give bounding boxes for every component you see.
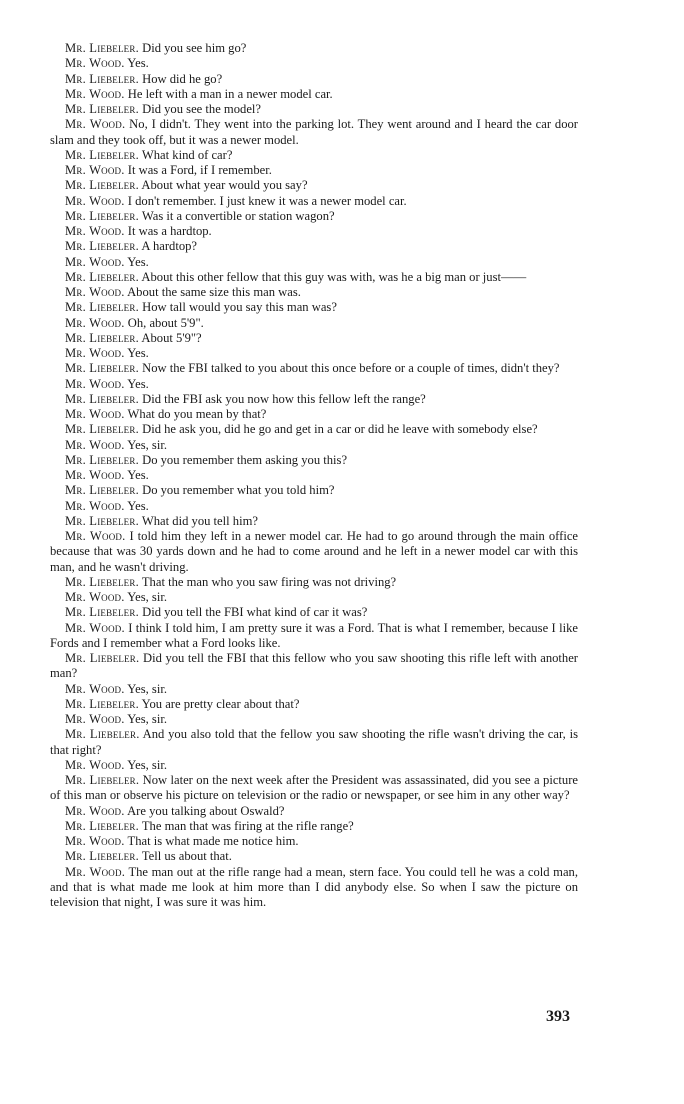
speaker-name: Mr. Wood. (65, 254, 125, 269)
transcript-paragraph (50, 773, 578, 804)
utterance-text: What did you tell him? (141, 513, 258, 528)
speaker-name: Mr. Liebeler. (65, 239, 139, 254)
utterance-text: Yes, sir. (127, 681, 167, 696)
speaker-name: Mr. Liebeler. (65, 727, 140, 742)
utterance-text: That the man who you saw firing was not driving? (141, 574, 397, 589)
utterance-text: Oh, about 5'9". (127, 315, 204, 330)
transcript-paragraph (50, 621, 578, 652)
utterance-text: Yes. (127, 56, 149, 71)
utterance-text: Did you tell the FBI what kind of car it was? (142, 605, 368, 620)
speaker-name: Mr. Liebeler. (65, 513, 139, 528)
transcript-paragraph (50, 453, 578, 468)
transcript-paragraph (50, 392, 578, 407)
transcript-paragraph (50, 758, 578, 773)
speaker-name: Mr. Wood. (65, 407, 125, 421)
speaker-name: Mr. Wood. (65, 803, 125, 818)
transcript-paragraph (50, 148, 578, 163)
utterance-text: Did you see him go? (142, 41, 247, 55)
speaker-name: Mr. Liebeler. (65, 391, 139, 406)
speaker-name: Mr. Liebeler. (65, 361, 139, 376)
transcript-paragraph (50, 834, 578, 849)
transcript-paragraph (50, 224, 578, 239)
utterance-text: I told him they left in a newer model car. He had to go around through the main office because that was 30 yards down and he had to come around and he left in a newer model car with this man, and he wasn't driving. (50, 529, 579, 574)
utterance-text: It was a hardtop. (127, 224, 212, 238)
utterance-text: I think I told him, I am pretty sure it was a Ford. That is what I remember, because I like Fords and I remember what a Ford looks like. (50, 620, 579, 650)
transcript-paragraph (50, 377, 578, 392)
transcript-paragraph (50, 499, 578, 514)
speaker-name: Mr. Wood. (65, 224, 125, 238)
transcript-paragraph (50, 819, 578, 834)
speaker-name: Mr. Liebeler. (65, 208, 139, 223)
speaker-name: Mr. Liebeler. (65, 300, 139, 315)
transcript-paragraph (50, 605, 578, 620)
transcript-paragraph (50, 194, 578, 209)
transcript-paragraph (50, 529, 578, 575)
transcript-paragraph (50, 483, 578, 498)
speaker-name: Mr. Wood. (65, 86, 125, 101)
utterance-text: Are you talking about Oswald? (127, 803, 285, 818)
utterance-text: Did the FBI ask you now how this fellow left the range? (142, 391, 426, 406)
speaker-name: Mr. Wood. (65, 346, 125, 360)
utterance-text: That is what made me notice him. (127, 834, 299, 848)
transcript-paragraph (50, 300, 578, 315)
utterance-text: And you also told that the fellow you saw shooting the rifle wasn't driving the car, is that right? (50, 727, 578, 757)
speaker-name: Mr. Wood. (65, 681, 125, 696)
transcript-paragraph (50, 727, 578, 758)
transcript-paragraph (50, 804, 578, 819)
speaker-name: Mr. Wood. (65, 590, 125, 604)
speaker-name: Mr. Wood. (65, 193, 125, 208)
speaker-name: Mr. Liebeler. (65, 651, 140, 665)
utterance-text: He left with a man in a newer model car. (127, 86, 333, 101)
speaker-name: Mr. Wood. (65, 376, 125, 391)
speaker-name: Mr. Liebeler. (65, 71, 139, 86)
speaker-name: Mr. Liebeler. (65, 818, 139, 833)
transcript-paragraph (50, 178, 578, 193)
transcript-paragraph (50, 72, 578, 87)
transcript-paragraph (50, 285, 578, 300)
transcript-paragraph (50, 209, 578, 224)
transcript-paragraph (50, 590, 578, 605)
speaker-name: Mr. Wood. (65, 498, 125, 513)
speaker-name: Mr. Wood. (65, 529, 126, 543)
transcript-paragraph (50, 331, 578, 346)
transcript-paragraph (50, 575, 578, 590)
utterance-text: About this other fellow that this guy was with, was he a big man or just—— (141, 269, 527, 284)
utterance-text: A hardtop? (141, 239, 198, 254)
utterance-text: Do you remember them asking you this? (142, 452, 348, 467)
utterance-text: What do you mean by that? (127, 407, 267, 421)
transcript-paragraph (50, 316, 578, 331)
speaker-name: Mr. Liebeler. (65, 849, 139, 864)
transcript-paragraph (50, 56, 578, 71)
speaker-name: Mr. Wood. (65, 712, 125, 726)
transcript-paragraph (50, 514, 578, 529)
speaker-name: Mr. Liebeler. (65, 41, 139, 55)
utterance-text: Yes. (127, 498, 149, 513)
transcript-paragraph (50, 468, 578, 483)
transcript-paragraph (50, 163, 578, 178)
speaker-name: Mr. Liebeler. (65, 574, 139, 589)
utterance-text: How tall would you say this man was? (142, 300, 337, 315)
speaker-name: Mr. Wood. (65, 757, 125, 772)
speaker-name: Mr. Liebeler. (65, 102, 139, 116)
transcript-paragraph (50, 346, 578, 361)
utterance-text: Did you see the model? (142, 102, 262, 116)
utterance-text: Do you remember what you told him? (142, 483, 335, 498)
utterance-text: About 5'9"? (141, 330, 202, 345)
utterance-text: Yes, sir. (127, 712, 167, 726)
transcript-paragraph (50, 102, 578, 117)
transcript-paragraph (50, 255, 578, 270)
utterance-text: I don't remember. I just knew it was a newer model car. (127, 193, 407, 208)
utterance-text: Was it a convertible or station wagon? (141, 208, 335, 223)
transcript-paragraph (50, 697, 578, 712)
utterance-text: About what year would you say? (141, 178, 308, 193)
utterance-text: Yes. (127, 376, 149, 391)
speaker-name: Mr. Wood. (65, 620, 125, 635)
transcript-paragraph (50, 438, 578, 453)
speaker-name: Mr. Wood. (65, 864, 126, 879)
speaker-name: Mr. Wood. (65, 315, 125, 330)
speaker-name: Mr. Wood. (65, 437, 125, 452)
transcript-paragraph (50, 41, 578, 56)
speaker-name: Mr. Liebeler. (65, 178, 139, 193)
transcript-paragraph (50, 117, 578, 148)
transcript-paragraph (50, 682, 578, 697)
transcript-paragraph (50, 422, 578, 437)
utterance-text: Did you tell the FBI that this fellow who you saw shooting this rifle left with another man? (50, 651, 579, 681)
utterance-text: About the same size this man was. (127, 285, 301, 299)
speaker-name: Mr. Wood. (65, 163, 125, 177)
speaker-name: Mr. Liebeler. (65, 422, 139, 437)
speaker-name: Mr. Wood. (65, 285, 125, 299)
speaker-name: Mr. Liebeler. (65, 773, 140, 787)
utterance-text: Yes, sir. (127, 437, 167, 452)
transcript-paragraph (50, 712, 578, 727)
speaker-name: Mr. Liebeler. (65, 696, 139, 711)
transcript-paragraph (50, 87, 578, 102)
transcript-page (50, 41, 578, 910)
utterance-text: What kind of car? (141, 147, 233, 162)
utterance-text: Yes. (127, 346, 149, 360)
transcript-paragraph (50, 865, 578, 911)
utterance-text: Now later on the next week after the President was assassinated, did you see a picture of this man or observe his picture on television or the radio or newspaper, or see him in any other way? (50, 773, 579, 803)
transcript-paragraph (50, 361, 578, 376)
utterance-text: Yes. (127, 468, 149, 482)
utterance-text: You are pretty clear about that? (141, 696, 300, 711)
utterance-text: Now the FBI talked to you about this once before or a couple of times, didn't they? (142, 361, 560, 376)
speaker-name: Mr. Liebeler. (65, 483, 139, 498)
transcript-paragraph (50, 407, 578, 422)
speaker-name: Mr. Wood. (65, 56, 125, 71)
utterance-text: No, I didn't. They went into the parking lot. They went around and I heard the car door slam and they took off, but it was a newer model. (50, 117, 578, 147)
utterance-text: The man that was firing at the rifle range? (141, 818, 354, 833)
transcript-paragraph (50, 849, 578, 864)
utterance-text: Did he ask you, did he go and get in a car or did he leave with somebody else? (142, 422, 538, 437)
speaker-name: Mr. Wood. (65, 468, 125, 482)
speaker-name: Mr. Wood. (65, 834, 125, 848)
speaker-name: Mr. Liebeler. (65, 605, 139, 620)
utterance-text: The man out at the rifle range had a mean, stern face. You could tell he was a cold man, and that is what made me look at him more than I did anybody else. So when I saw the picture on television that night, I was sure it was him. (50, 864, 578, 909)
speaker-name: Mr. Liebeler. (65, 330, 139, 345)
utterance-text: How did he go? (142, 71, 223, 86)
speaker-name: Mr. Liebeler. (65, 269, 139, 284)
speaker-name: Mr. Wood. (65, 117, 126, 132)
speaker-name: Mr. Liebeler. (65, 147, 139, 162)
utterance-text: Yes, sir. (127, 590, 167, 604)
transcript-paragraph (50, 239, 578, 254)
speaker-name: Mr. Liebeler. (65, 452, 139, 467)
utterance-text: It was a Ford, if I remember. (127, 163, 272, 177)
utterance-text: Yes, sir. (127, 757, 167, 772)
transcript-paragraph (50, 270, 578, 285)
utterance-text: Yes. (127, 254, 149, 269)
utterance-text: Tell us about that. (141, 849, 232, 864)
page-number: 393 (546, 1008, 570, 1025)
transcript-paragraph (50, 651, 578, 682)
